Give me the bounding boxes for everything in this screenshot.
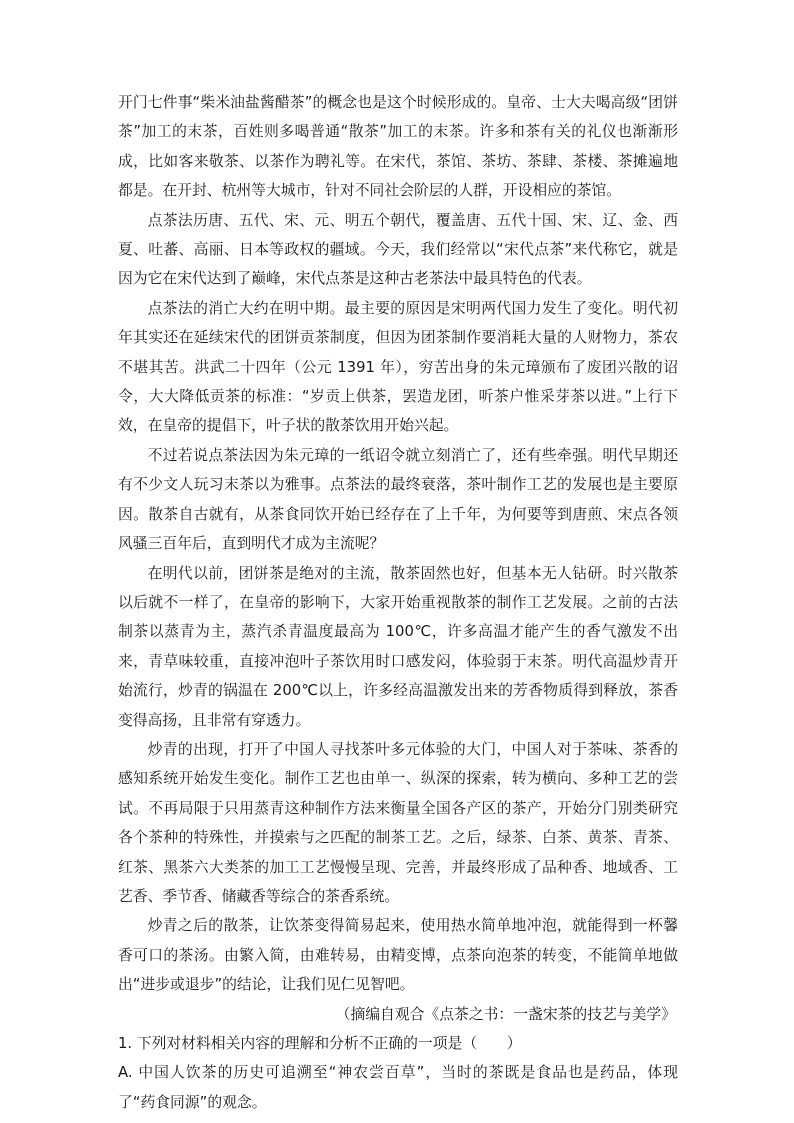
source-citation: （摘编自观合《点茶之书：一盏宋茶的技艺与美学》 [335,1005,676,1023]
paragraph-6: 炒青的出现，打开了中国人寻找茶叶多元体验的大门，中国人对于茶味、茶香的感知系统开始发生变化。制作工艺也由单一、纵深的探索，转为横向、多种工艺的尝试。不再局限于只用蒸青这种制作方法来衡量全国各产区的茶产，开始分门别类研究各个茶种的特殊性，并摸索与之匹配的制茶工艺。之后，绿茶、白茶、黄茶、青茶、红茶、黑茶六大类茶的加工工艺慢慢呈现、完善，并最终形成了品种香、地域香、工艺香、季节香、储藏香等综合的茶香系统。 [118,740,678,905]
option-a: A. 中国人饮茶的历史可追溯至“神农尝百草”，当时的茶既是食品也是药品，体现了“药食同源”的观念。 [118,1064,678,1111]
question-stem: 1. 下列对材料相关内容的理解和分析不正确的一项是（ ） [118,1035,522,1052]
document-page [118,88,678,1117]
paragraph-3: 点茶法的消亡大约在明中期。最主要的原因是宋明两代国力发生了变化。明代初年其实还在延续宋代的团饼贡茶制度，但因为团茶制作要消耗大量的人财物力，茶农不堪其苦。洪武二十四年（公元 1391 年），穷苦出身的朱元璋颁布了废团兴散的诏令，大大降低贡茶的标准：“岁贡上供茶，罢造龙团，听茶户惟采芽茶以进。”上行下效，在皇帝的提倡下，叶子状的散茶饮用开始兴起。 [118,299,678,435]
paragraph-5: 在明代以前，团饼茶是绝对的主流，散茶固然也好，但基本无人钻研。时兴散茶以后就不一样了，在皇帝的影响下，大家开始重视散茶的制作工艺发展。之前的古法制茶以蒸青为主，蒸汽杀青温度最高为 100℃，许多高温才能产生的香气激发不出来，青草味较重，直接冲泡叶子茶饮用时口感发闷，体验弱于末茶。明代高温炒青开始流行，炒青的锅温在 200℃以上，许多经高温激发出来的芳香物质得到释放，茶香变得高扬，且非常有穿透力。 [118,564,678,729]
paragraph-2: 点茶法历唐、五代、宋、元、明五个朝代，覆盖唐、五代十国、宋、辽、金、西夏、吐蕃、高丽、日本等政权的疆域。今天，我们经常以“宋代点茶”来代称它，就是因为它在宋代达到了巅峰，宋代点茶是这种古老茶法中最具特色的代表。 [118,211,678,288]
paragraph-1: 开门七件事“柴米油盐酱醋茶”的概念也是这个时候形成的。皇帝、士大夫喝高级“团饼茶”加工的末茶，百姓则多喝普通“散茶”加工的末茶。许多和茶有关的礼仪也渐渐形成，比如客来敬茶、以茶作为聘礼等。在宋代，茶馆、茶坊、茶肆、茶楼、茶摊遍地都是。在开封、杭州等大城市，针对不同社会阶层的人群，开设相应的茶馆。 [118,94,678,200]
paragraph-7: 炒青之后的散茶，让饮茶变得简易起来，使用热水简单地冲泡，就能得到一杯馨香可口的茶汤。由繁入简，由难转易，由精变博，点茶向泡茶的转变，不能简单地做出“进步或退步”的结论，让我们见仁见智吧。 [118,917,678,994]
paragraph-4: 不过若说点茶法因为朱元璋的一纸诏令就立刻消亡了，还有些牵强。明代早期还有不少文人玩习末茶以为雅事。点茶法的最终衰落，茶叶制作工艺的发展也是主要原因。散茶自古就有，从茶食同饮开始已经存在了上千年，为何要等到唐煎、宋点各领风骚三百年后，直到明代才成为主流呢？ [118,446,678,553]
